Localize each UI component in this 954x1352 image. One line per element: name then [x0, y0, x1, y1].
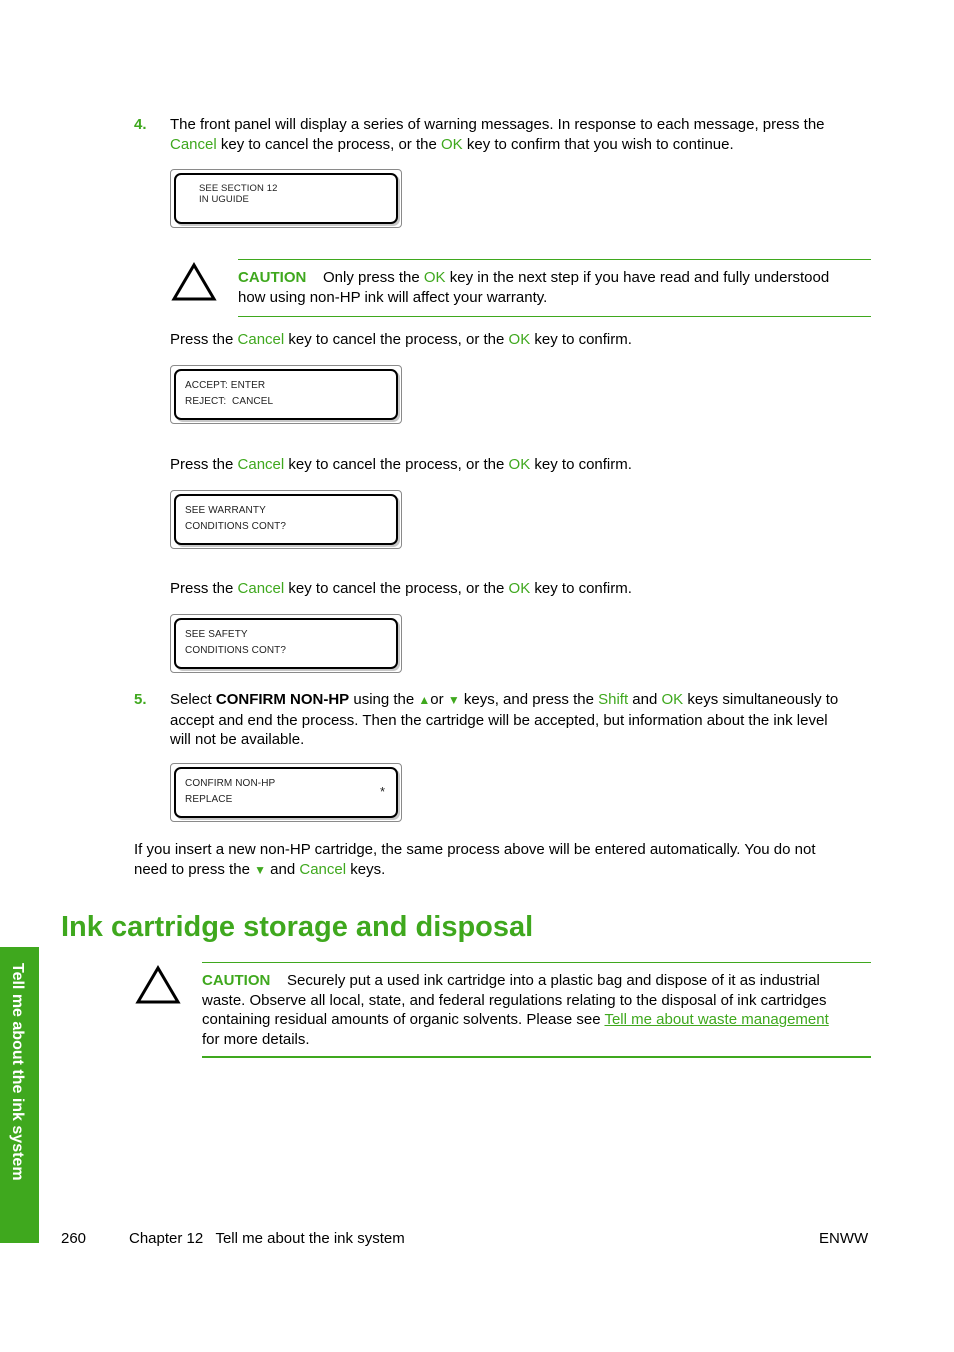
front-panel-display: [170, 169, 402, 228]
caution-text: [238, 268, 878, 307]
section-heading: Ink cartridge storage and disposal: [61, 911, 534, 943]
down-arrow-icon: ▼: [254, 862, 266, 877]
waste-management-link[interactable]: Tell me about waste management: [604, 1011, 829, 1028]
footer-chapter: Chapter 12 Tell me about the ink system: [129, 1230, 405, 1247]
ok-key-label: OK: [661, 691, 684, 708]
ok-key-label: OK: [441, 135, 463, 153]
step-4-text: [170, 115, 890, 154]
caution-top-rule: [202, 962, 871, 963]
front-panel-display: [170, 490, 402, 549]
text-span: containing residual amounts of organic solvents. Please see: [202, 1011, 605, 1028]
caution-triangle-icon: [135, 965, 181, 1005]
display-line: ACCEPT: ENTER: [185, 380, 266, 391]
step-4-line1: The front panel will display a series of warning messages. In response to each message, press the: [170, 116, 825, 133]
ok-key-label: OK: [423, 269, 446, 286]
text-span: or: [430, 691, 448, 708]
ok-key-label: OK: [508, 456, 531, 473]
step-5-text: [170, 690, 890, 750]
caution-label: CAUTION: [238, 269, 307, 286]
text-span: for more details.: [202, 1030, 310, 1048]
ok-key-label: OK: [508, 580, 531, 597]
press-instruction: [170, 330, 632, 350]
ok-key-label: OK: [508, 331, 531, 348]
text-span: keys.: [346, 860, 386, 878]
cancel-key-label: Cancel: [299, 860, 347, 878]
text-span: how using non-HP ink will affect your warranty.: [238, 288, 548, 306]
text-span: key to confirm that you wish to continue.: [462, 135, 734, 153]
display-text: [199, 183, 277, 205]
caution-top-rule: [238, 259, 871, 260]
display-line: SEE WARRANTY: [185, 505, 266, 516]
footer-right: ENWW: [819, 1230, 869, 1247]
text-span: Press the: [170, 580, 238, 597]
side-tab-label: Tell me about the ink system: [9, 963, 26, 1181]
display-text: [185, 627, 286, 659]
text-span: key to cancel the process, or the: [284, 580, 509, 597]
display-line: IN UGUIDE: [199, 194, 249, 205]
caution-text: [202, 971, 882, 1049]
text-span: key to confirm.: [530, 331, 632, 348]
cancel-key-label: Cancel: [170, 135, 217, 153]
text-span: Press the: [170, 456, 238, 473]
display-line: SEE SECTION 12: [199, 183, 278, 194]
step-number: 5.: [134, 691, 147, 708]
text-span: and: [628, 691, 662, 708]
cancel-key-label: Cancel: [237, 580, 285, 597]
shift-key-label: Shift: [598, 691, 629, 708]
step-number: 4.: [134, 116, 147, 133]
text-span: Securely put a used ink cartridge into a plastic bag and dispose of it as industrial: [287, 972, 820, 989]
display-text: [185, 378, 273, 410]
cancel-key-label: Cancel: [237, 456, 285, 473]
down-arrow-icon: ▼: [447, 693, 460, 707]
page-number: 260: [61, 1230, 87, 1247]
text-span: key to confirm.: [530, 580, 632, 597]
display-line: REJECT: CANCEL: [185, 396, 274, 407]
text-span: keys, and press the: [459, 691, 599, 708]
display-line: CONDITIONS CONT?: [185, 521, 287, 532]
text-span: If you insert a new non-HP cartridge, the same process above will be entered automatically. You do not: [134, 841, 816, 858]
text-span: key to cancel the process, or the: [284, 331, 509, 348]
text-span: using the: [349, 691, 419, 708]
display-line: CONFIRM NON-HP: [185, 778, 276, 789]
text-span: Press the: [170, 331, 238, 348]
caution-bottom-rule: [202, 1056, 871, 1058]
caution-label: CAUTION: [202, 972, 271, 989]
display-line: REPLACE: [185, 794, 233, 805]
front-panel-display: [170, 614, 402, 673]
confirm-non-hp-label: CONFIRM NON-HP: [215, 691, 350, 708]
cancel-key-label: Cancel: [237, 331, 285, 348]
text-span: keys simultaneously to: [683, 691, 839, 708]
text-span: key to cancel the process, or the: [284, 456, 509, 473]
text-span: key to cancel the process, or the: [216, 135, 441, 153]
text-span: need to press the: [134, 860, 255, 878]
text-span: Select: [170, 691, 216, 708]
caution-triangle-icon: [171, 262, 217, 302]
front-panel-display: [170, 763, 402, 822]
text-span: key in the next step if you have read and fully understood: [445, 269, 830, 286]
press-instruction: [170, 579, 632, 599]
text-span: Only press the: [323, 269, 424, 286]
auto-process-paragraph: [134, 840, 894, 880]
text-span: accept and end the process. Then the cartridge will be accepted, but information about the ink level: [170, 711, 828, 729]
text-span: key to confirm.: [530, 456, 632, 473]
chapter-side-tab[interactable]: [0, 947, 39, 1243]
front-panel-display: [170, 365, 402, 424]
display-text: [185, 503, 286, 535]
text-span: waste. Observe all local, state, and federal regulations relating to the disposal of ink cartridges: [202, 991, 827, 1009]
text-span: will not be available.: [170, 731, 305, 748]
display-line: CONDITIONS CONT?: [185, 645, 287, 656]
press-instruction: [170, 455, 632, 475]
display-text: [185, 776, 275, 808]
display-line: SEE SAFETY: [185, 629, 248, 640]
up-arrow-icon: ▲: [418, 693, 431, 707]
caution-bottom-rule: [238, 316, 871, 317]
display-marker: *: [380, 784, 386, 799]
text-span: and: [265, 860, 300, 878]
